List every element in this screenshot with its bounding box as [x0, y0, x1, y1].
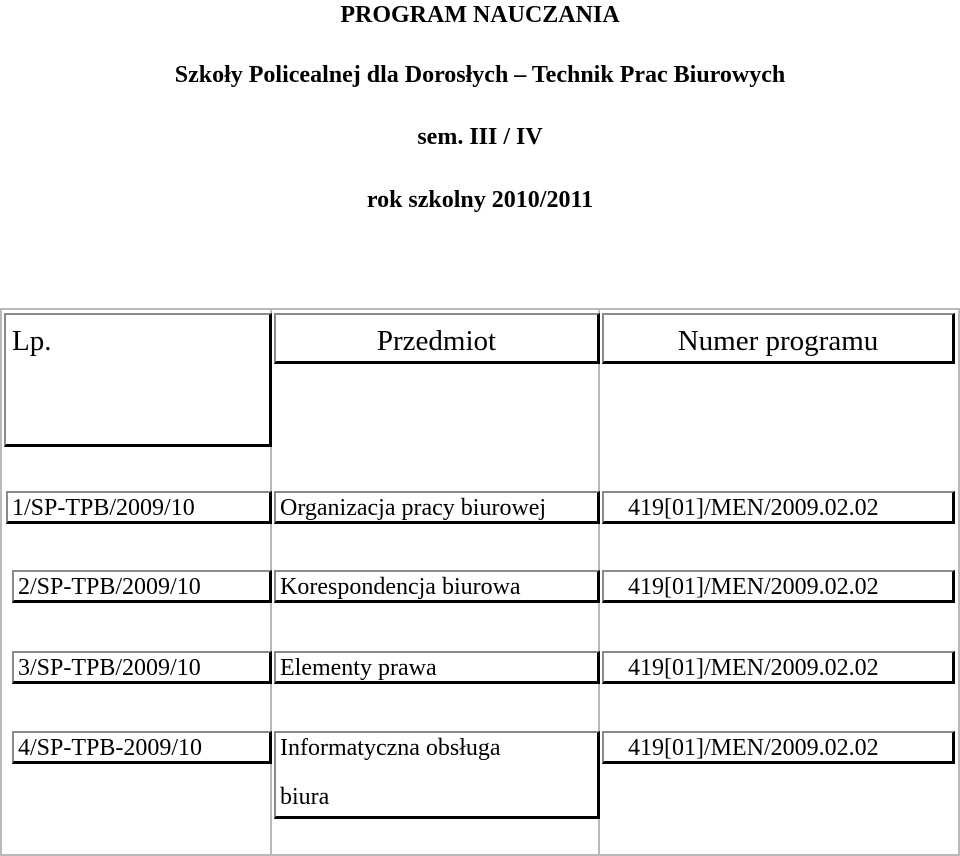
row-program: 419[01]/MEN/2009.02.02: [602, 731, 955, 764]
row-program: 419[01]/MEN/2009.02.02: [602, 570, 955, 603]
semester-label: sem. III / IV: [417, 124, 543, 150]
row-subject: Elementy prawa: [274, 651, 600, 684]
school-year-label: rok szkolny 2010/2011: [366, 187, 594, 213]
table-border-top: [0, 308, 960, 310]
row-subject-line2: biura: [280, 784, 330, 810]
row-lp: 4/SP-TPB-2009/10: [12, 731, 272, 764]
row-subject: [274, 731, 600, 819]
row-subject: Organizacja pracy biurowej: [274, 491, 600, 524]
row-program: 419[01]/MEN/2009.02.02: [602, 651, 955, 684]
row-lp: 1/SP-TPB/2009/10: [6, 491, 272, 524]
table-border-left: [0, 308, 2, 856]
column-header-lp: Lp.: [4, 313, 272, 447]
row-subject: Korespondencja biurowa: [274, 570, 600, 603]
column-header-program: Numer programu: [602, 313, 955, 364]
row-lp: 2/SP-TPB/2009/10: [12, 570, 272, 603]
row-program: 419[01]/MEN/2009.02.02: [602, 491, 955, 524]
row-subject-line1: Informatyczna obsługa: [280, 735, 501, 761]
row-lp: 3/SP-TPB/2009/10: [12, 651, 272, 684]
document-title: PROGRAM NAUCZANIA: [340, 2, 620, 28]
school-name: Szkoły Policealnej dla Dorosłych – Technik Prac Biurowych: [174, 62, 786, 88]
column-header-subject: Przedmiot: [274, 313, 600, 364]
